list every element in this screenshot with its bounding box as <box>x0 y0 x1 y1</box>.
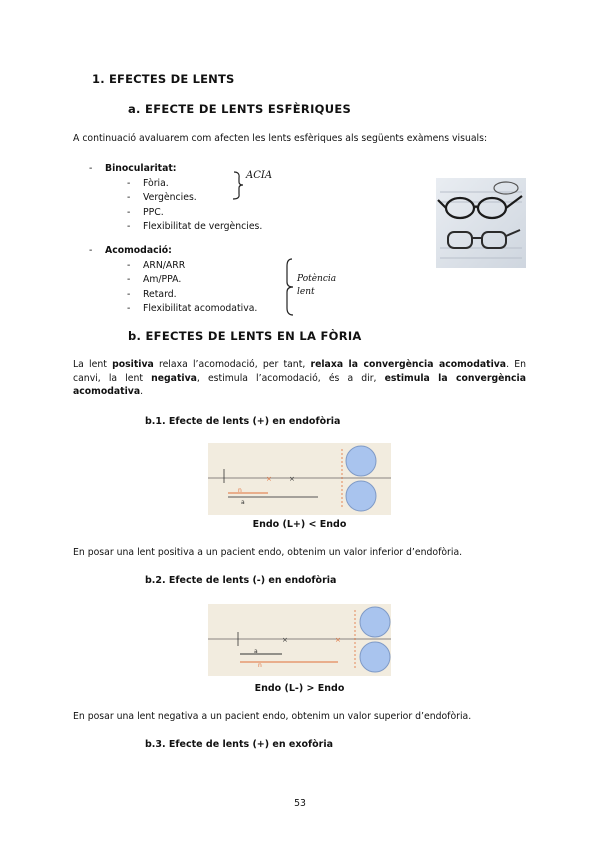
section-heading-b: b. EFECTES DE LENTS EN LA FÒRIA <box>128 329 362 343</box>
list-item: Fòria. <box>143 177 169 189</box>
binocular-title: Binocularitat: <box>105 163 177 174</box>
subheading-b3: b.3. Efecte de lents (+) en exofòria <box>145 739 334 750</box>
list-item: ARN/ARR <box>143 259 186 271</box>
text-run: . <box>140 386 144 397</box>
text-run-bold: negativa <box>151 372 197 384</box>
binocular-list: - Binocularitat: - Fòria. - Vergències. - PPC. - Flexibilitat de vergències. <box>89 163 263 232</box>
text-run: , estimula l’acomodació, és a dir, <box>196 372 385 384</box>
section-heading-a: a. EFECTE DE LENTS ESFÈRIQUES <box>128 102 352 116</box>
subheading-b1: b.1. Efecte de lents (+) en endofòria <box>145 416 341 427</box>
list-item: Flexibilitat de vergències. <box>143 221 263 232</box>
text-run-bold: positiva <box>112 359 154 370</box>
svg-text:n: n <box>238 487 242 494</box>
svg-text:×: × <box>289 475 295 483</box>
list-item: Flexibilitat acomodativa. <box>143 303 258 314</box>
glasses-photo <box>436 178 526 268</box>
caption-b2: Endo (L-) > Endo <box>254 683 345 694</box>
svg-text:×: × <box>335 636 341 644</box>
result-b1: En posar una lent positiva a un pacient endo, obtenim un valor inferior d’endofòria. <box>73 547 463 558</box>
text-run-bold: relaxa la convergència acomodativa <box>310 359 507 370</box>
svg-text:×: × <box>266 475 272 483</box>
section-heading-1: 1. EFECTES DE LENTS <box>92 72 235 86</box>
svg-text:a: a <box>241 499 245 506</box>
text-run: . En canvi, la lent <box>73 359 526 384</box>
handwritten-lent: lent <box>297 287 315 297</box>
endophoria-plus-diagram <box>208 443 391 515</box>
text-run: La lent <box>73 359 113 370</box>
handwritten-potencia: Potència <box>297 274 337 284</box>
lens-paragraph <box>73 358 526 399</box>
list-item: Retard. <box>143 288 177 300</box>
list-item: Am/PPA. <box>143 274 182 285</box>
text-run: relaxa l’acomodació, per tant, <box>153 359 311 370</box>
accommodation-title: Acomodació: <box>105 245 172 256</box>
svg-text:×: × <box>282 636 288 644</box>
page-number: 53 <box>294 798 306 809</box>
endophoria-minus-diagram <box>208 604 391 676</box>
svg-text:n: n <box>258 662 262 669</box>
accommodation-list: - Acomodació: - ARN/ARR - Am/PPA. - Retard. - Flexibilitat acomodativa. <box>89 245 258 314</box>
list-item: PPC. <box>143 206 164 218</box>
svg-text:a: a <box>254 648 258 655</box>
text-run-bold: estimula la convergència acomodativa <box>73 372 527 397</box>
handwritten-acia: ACIA <box>246 170 273 181</box>
subheading-b2: b.2. Efecte de lents (-) en endofòria <box>145 575 337 586</box>
list-item: Vergències. <box>143 192 197 203</box>
intro-text: A continuació avaluarem com afecten les lents esfèriques als següents exàmens visuals: <box>73 133 488 144</box>
result-b2: En posar una lent negativa a un pacient endo, obtenim un valor superior d’endofòria. <box>73 711 472 722</box>
caption-b1: Endo (L+) < Endo <box>252 519 347 530</box>
